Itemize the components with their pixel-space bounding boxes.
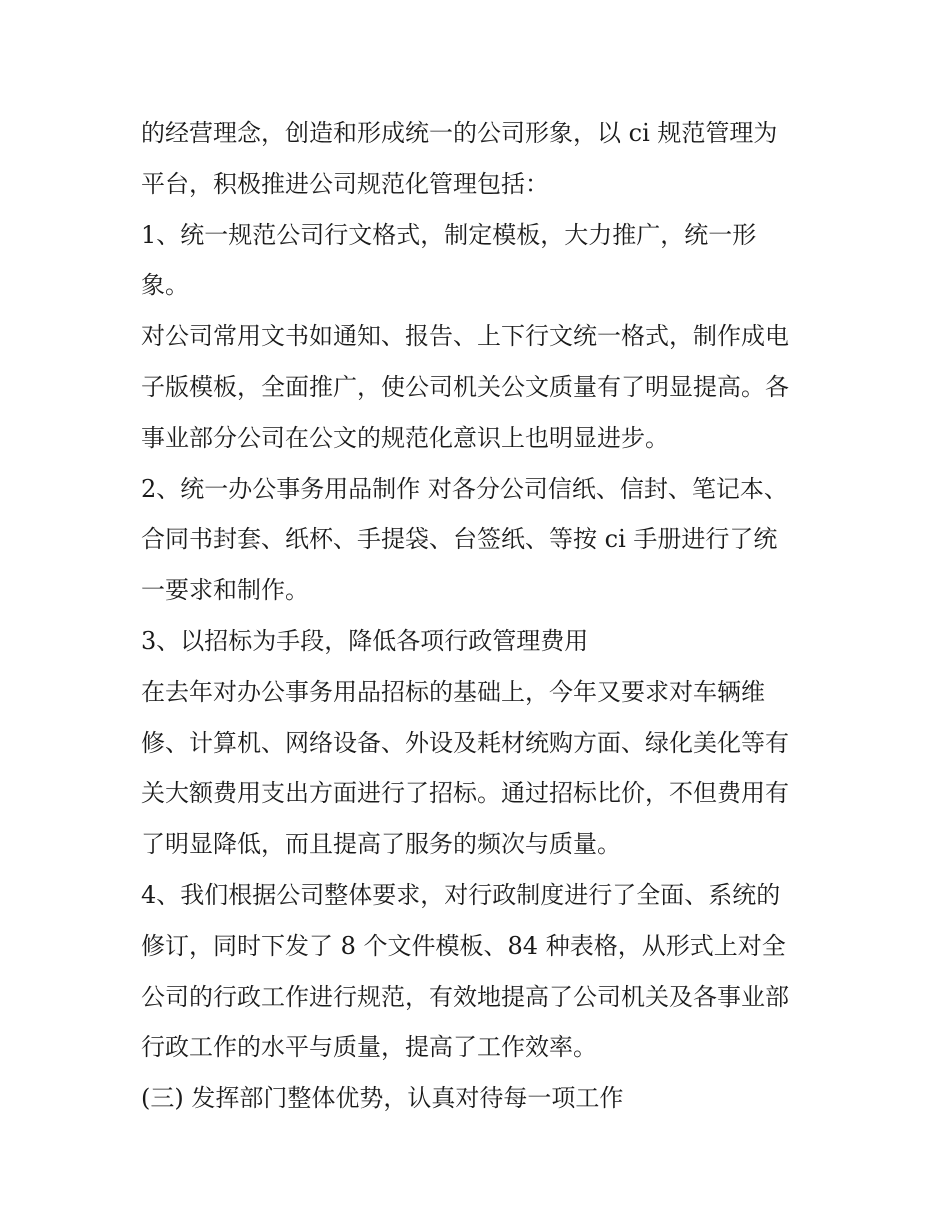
paragraph-line: 了明显降低，而且提高了服务的频次与质量。 [141,830,621,859]
list-item-heading: 3、以招标为手段，降低各项行政管理费用 [141,626,589,655]
paragraph-line: 对公司常用文书如通知、报告、上下行文统一格式，制作成电 [141,322,789,351]
list-item-heading: 2、统一办公事务用品制作 对各分公司信纸、信封、笔记本、 [141,474,788,503]
document-body [141,108,821,1124]
list-item-heading: 1、统一规范公司行文格式，制定模板，大力推广，统一形 [141,220,757,249]
section-heading: (三) 发挥部门整体优势，认真对待每一项工作 [141,1084,624,1113]
paragraph-line: 平台，积极推进公司规范化管理包括： [141,169,549,198]
paragraph-line: 子版模板，全面推广，使公司机关公文质量有了明显提高。各 [141,372,789,401]
list-item-heading: 4、我们根据公司整体要求，对行政制度进行了全面、系统的 [141,880,781,909]
paragraph-line: 合同书封套、纸杯、手提袋、台签纸、等按 ci 手册进行了统 [141,525,778,554]
paragraph-line: 公司的行政工作进行规范，有效地提高了公司机关及各事业部 [141,982,789,1011]
paragraph-line: 在去年对办公事务用品招标的基础上，今年又要求对车辆维 [141,677,765,706]
paragraph-line: 修订，同时下发了 8 个文件模板、84 种表格，从形式上对全 [141,931,786,960]
list-item-heading: 象。 [141,271,189,300]
paragraph-line: 行政工作的水平与质量，提高了工作效率。 [141,1033,597,1062]
paragraph-line: 一要求和制作。 [141,576,309,605]
paragraph-line: 的经营理念，创造和形成统一的公司形象，以 ci 规范管理为 [141,119,778,147]
paragraph-line: 事业部分公司在公文的规范化意识上也明显进步。 [141,423,669,452]
paragraph-line: 关大额费用支出方面进行了招标。通过招标比价，不但费用有 [141,779,789,808]
paragraph-line: 修、计算机、网络设备、外设及耗材统购方面、绿化美化等有 [141,728,789,757]
